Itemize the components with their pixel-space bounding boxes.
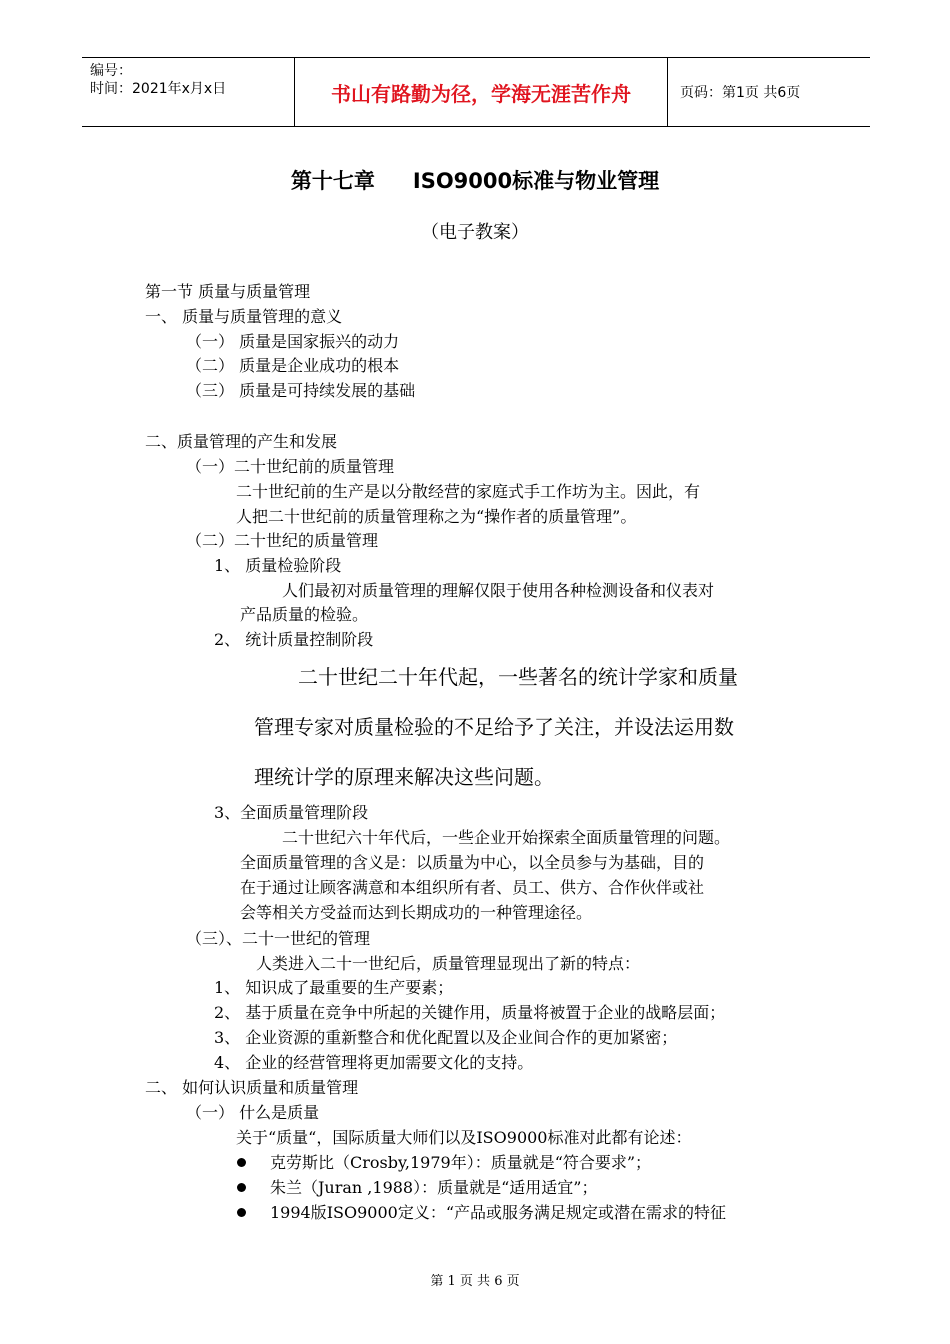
paragraph-line: 二十世纪六十年代后，一些企业开始探索全面质量管理的问题。 bbox=[282, 828, 731, 847]
page-footer: 第 1 页 共 6 页 bbox=[430, 1274, 520, 1289]
paragraph-line: 二十世纪前的生产是以分散经营的家庭式手工作坊为主。因此，有 bbox=[236, 482, 701, 501]
list-item: 4、 企业的经营管理将更加需要文化的支持。 bbox=[214, 1053, 534, 1072]
paragraph-line-large: 管理专家对质量检验的不足给予了关注，并设法运用数 bbox=[254, 715, 734, 739]
page-title bbox=[0, 165, 950, 195]
paragraph-line: 会等相关方受益而达到长期成功的一种管理途径。 bbox=[240, 903, 593, 922]
header-meta bbox=[82, 58, 295, 126]
paragraph-line-large: 二十世纪二十年代起，一些著名的统计学家和质量 bbox=[298, 665, 738, 689]
paragraph-line: 关于“质量“，国际质量大师们以及ISO9000标准对此都有论述： bbox=[236, 1128, 692, 1147]
bullet-item: 1994版ISO9000定义：“产品或服务满足规定或潜在需求的特征 bbox=[270, 1203, 727, 1222]
bullet-icon bbox=[237, 1158, 246, 1167]
list-item: 3、 企业资源的重新整合和优化配置以及企业间合作的更加紧密； bbox=[214, 1028, 678, 1047]
heading-level-2: （一）二十世纪前的质量管理 bbox=[186, 457, 395, 476]
paragraph-line: 在于通过让顾客满意和本组织所有者、员工、供方、合作伙伴或社 bbox=[240, 878, 705, 897]
page-header bbox=[82, 57, 870, 127]
number-label: 编号： bbox=[90, 63, 132, 79]
chapter-number: 第十七章 bbox=[290, 169, 375, 193]
bullet-item: 朱兰（Juran ,1988）：质量就是“适用适宜”； bbox=[270, 1178, 598, 1197]
heading-level-2: （一） 什么是质量 bbox=[186, 1103, 320, 1122]
paragraph-line: 人类进入二十一世纪后，质量管理显现出了新的特点： bbox=[256, 954, 641, 973]
bullet-item: 克劳斯比（Crosby,1979年）：质量就是“符合要求”； bbox=[270, 1153, 652, 1172]
list-item: （二） 质量是企业成功的根本 bbox=[186, 356, 400, 375]
time-label: 时间：2021年x月x日 bbox=[90, 81, 227, 97]
heading-level-1: 一、 质量与质量管理的意义 bbox=[145, 307, 343, 326]
heading-level-2: （二）二十世纪的质量管理 bbox=[186, 531, 379, 550]
page-subtitle: （电子教案） bbox=[421, 222, 529, 243]
paragraph-line: 人把二十世纪前的质量管理称之为“操作者的质量管理”。 bbox=[236, 507, 637, 526]
bullet-icon bbox=[237, 1208, 246, 1217]
paragraph-line-large: 理统计学的原理来解决这些问题。 bbox=[254, 765, 554, 789]
heading-level-3: 3、全面质量管理阶段 bbox=[214, 803, 369, 822]
paragraph-line: 全面质量管理的含义是：以质量为中心，以全员参与为基础，目的 bbox=[240, 853, 705, 872]
heading-level-3: 2、 统计质量控制阶段 bbox=[214, 630, 374, 649]
list-item: （三） 质量是可持续发展的基础 bbox=[186, 381, 416, 400]
header-page-info: 页码：第1页 共6页 bbox=[680, 85, 801, 101]
header-motto: 书山有路勤为径，学海无涯苦作舟 bbox=[295, 58, 668, 126]
bullet-icon bbox=[237, 1183, 246, 1192]
list-item: 2、 基于质量在竞争中所起的关键作用，质量将被置于企业的战略层面； bbox=[214, 1003, 726, 1022]
list-item: （一） 质量是国家振兴的动力 bbox=[186, 332, 400, 351]
paragraph-line: 人们最初对质量管理的理解仅限于使用各种检测设备和仪表对 bbox=[282, 581, 715, 600]
heading-level-1: 二、质量管理的产生和发展 bbox=[145, 432, 338, 451]
list-item: 1、 知识成了最重要的生产要素； bbox=[214, 978, 454, 997]
section-heading: 第一节 质量与质量管理 bbox=[145, 282, 311, 301]
heading-level-3: 1、 质量检验阶段 bbox=[214, 556, 342, 575]
heading-level-1: 二、 如何认识质量和质量管理 bbox=[145, 1078, 359, 1097]
paragraph-line: 产品质量的检验。 bbox=[240, 605, 369, 624]
heading-level-2: （三）、二十一世纪的管理 bbox=[186, 929, 371, 948]
chapter-title: ISO9000标准与物业管理 bbox=[412, 169, 660, 193]
